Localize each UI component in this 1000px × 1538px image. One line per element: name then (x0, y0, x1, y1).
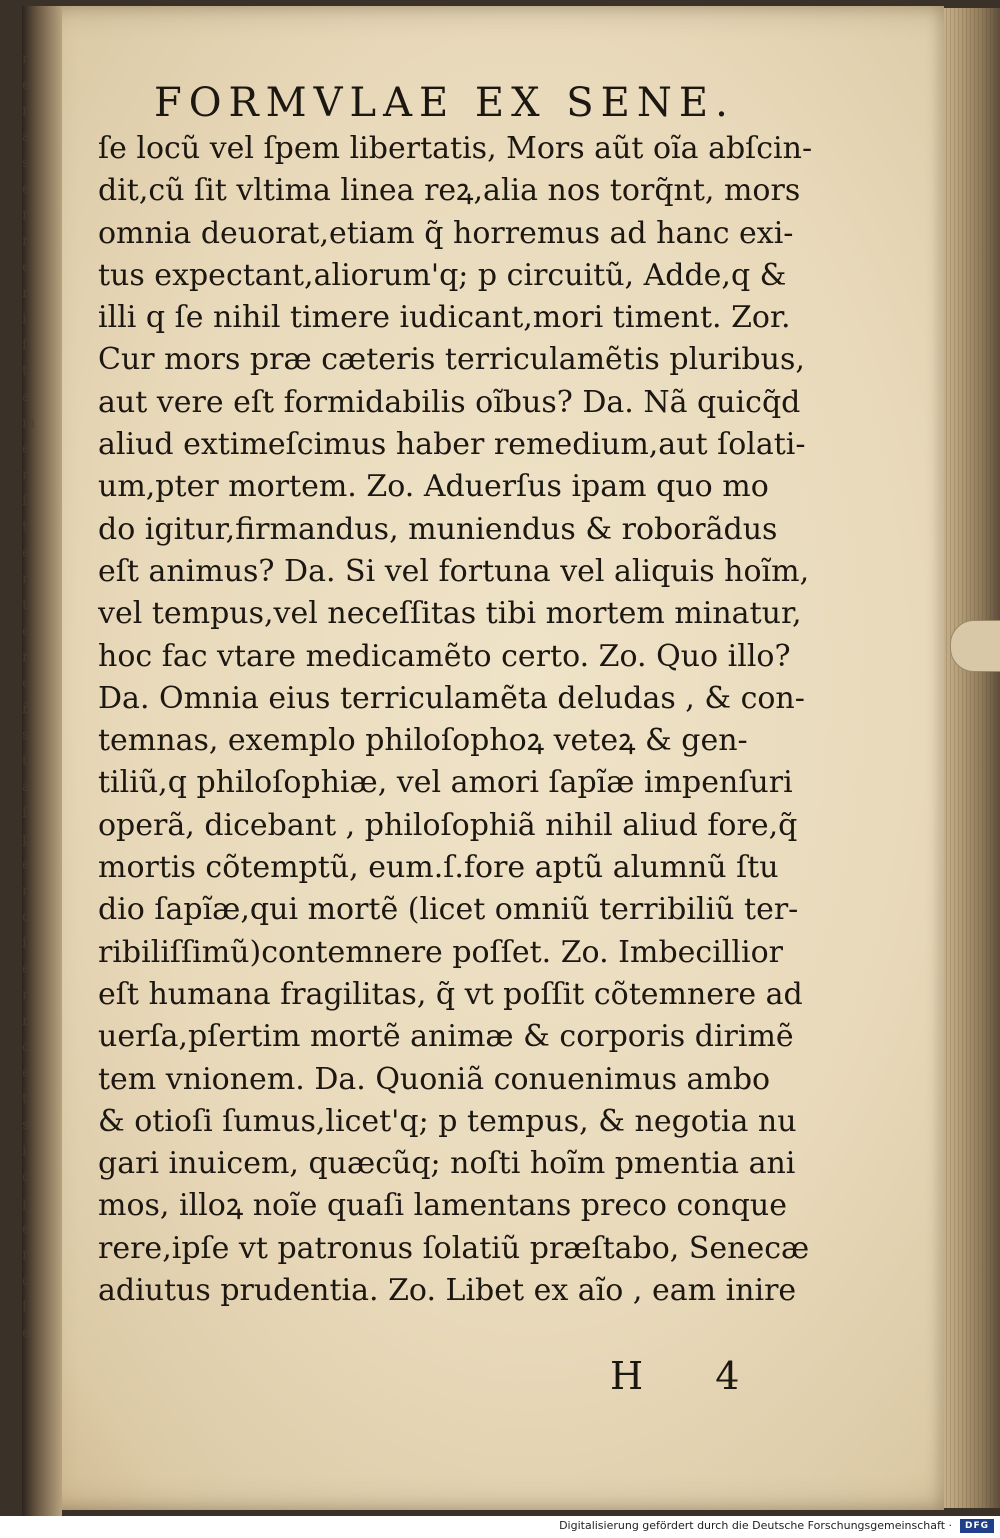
edge-fragment: s (22, 155, 30, 171)
edge-fragment: t (22, 1091, 28, 1107)
signature-mark: H 4 (610, 1354, 770, 1398)
edge-fragment: e (22, 1221, 31, 1237)
book-clasp (950, 620, 1000, 672)
edge-fragment: s (22, 1117, 30, 1133)
edge-fragment: c (22, 1039, 30, 1055)
edge-fragment: r (22, 1247, 29, 1263)
edge-fragment: i (22, 1143, 27, 1159)
text-line: Da. Omnia eius terriculamẽta deludas , & con- (98, 680, 805, 716)
edge-fragment: t (22, 597, 28, 613)
edge-fragment: e (22, 181, 31, 197)
edge-fragment: e (22, 545, 31, 561)
edge-fragment: ſ (22, 1299, 28, 1315)
text-line: Cur mors præ cæteris terriculamẽtis pluribus, (98, 342, 805, 378)
edge-fragment: o (22, 909, 31, 925)
text-line: eſt humana fragilitas, q̃ vt poſſit cõtemnere ad (98, 976, 803, 1012)
book-fore-edge (938, 8, 1000, 1508)
edge-fragment: p (22, 1195, 31, 1211)
digitization-credit: Digitalisierung gefördert durch die Deutsche Forschungsgemeinschaft · (559, 1519, 952, 1532)
text-line: ribiliſſimũ)contemnere poſſet. Zo. Imbecillior (98, 934, 783, 970)
running-head: FORMVLAE EX SENE. (154, 80, 735, 126)
edge-fragment: r (22, 649, 29, 665)
edge-fragment: r (22, 233, 29, 249)
edge-fragment: e (22, 77, 31, 93)
edge-fragment: ſ (22, 337, 28, 353)
dfg-logo: DFG (960, 1519, 994, 1533)
text-line: adiutus prudentia. Zo. Libet ex aĩo , eam inire (98, 1273, 797, 1309)
text-line: um,pter mortem. Zo. Aduerſus ipam quo mo (98, 469, 769, 505)
edge-fragment: n (22, 51, 32, 67)
text-line: gari inuicem, quæcũq; noſti hoĩm pmentia ani (98, 1146, 796, 1182)
edge-fragment: e (22, 1325, 31, 1341)
text-line: tus expectant,aliorum'q; p circuitũ, Adde,q & (98, 257, 787, 293)
edge-fragment: ſ (22, 493, 28, 509)
text-line: vel tempus,vel neceſſitas tibi mortem minatur, (98, 596, 802, 632)
text-line: aut vere eſt formidabilis oĩbus? Da. Nã quicq̃d (98, 384, 801, 420)
edge-fragment: e (22, 961, 31, 977)
edge-fragment: a (22, 129, 31, 145)
previous-page-edge-text (22, 46, 42, 1486)
text-line: mos, illoꝝ noĩe quaſi lamentans preco conque (98, 1188, 787, 1224)
text-line: tiliũ,q philoſophiæ, vel amori ſapĩæ impenſuri (98, 765, 793, 801)
text-line: eſt animus? Da. Si vel fortuna vel aliquis hoĩm, (98, 553, 810, 589)
edge-fragment: e (22, 441, 31, 457)
edge-fragment: t (22, 753, 28, 769)
edge-fragment: r (22, 987, 29, 1003)
text-line: uerſa,pſertim mortẽ animæ & corporis dirimẽ (98, 1019, 794, 1055)
body-text (98, 128, 898, 1312)
edge-fragment: m (22, 415, 36, 431)
book-page (22, 6, 944, 1510)
edge-fragment: r (22, 285, 29, 301)
text-line: operã, dicebant , philoſophiã nihil aliud fore,q̃ (98, 807, 798, 843)
edge-fragment: n (22, 1013, 32, 1029)
text-line: hoc fac vtare medicamẽto certo. Zo. Quo illo? (98, 638, 791, 674)
text-line: omnia deuorat,etiam q̃ horremus ad hanc exi- (98, 215, 794, 251)
edge-fragment: r (22, 207, 29, 223)
text-line: mortis cõtemptũ, eum.ſ.fore aptũ alumnũ ſtu (98, 850, 779, 886)
edge-fragment: e (22, 857, 31, 873)
edge-fragment: r (22, 571, 29, 587)
edge-fragment: t (22, 363, 28, 379)
edge-fragment: o (22, 1273, 31, 1289)
edge-fragment: a (22, 779, 31, 795)
text-line: aliud extimeſcimus haber remedium,aut ſolati- (98, 427, 806, 463)
edge-fragment: r (22, 883, 29, 899)
text-line: tem vnionem. Da. Quoniã conuenimus ambo (98, 1061, 771, 1097)
edge-fragment: s (22, 727, 30, 743)
edge-fragment: e (22, 1065, 31, 1081)
edge-fragment: e (22, 259, 31, 275)
text-line: dit,cũ ſit vltima linea reꝝ,alia nos torq̃nt, mors (98, 173, 801, 209)
edge-fragment: ſ (22, 935, 28, 951)
text-line: rere,ipſe vt patronus ſolatiũ præſtabo, Senecæ (98, 1230, 810, 1266)
edge-fragment: i (22, 311, 27, 327)
text-line: temnas, exemplo philoſophoꝝ veteꝝ & gen- (98, 723, 748, 759)
text-line: illi q ſe nihil timere iudicant,mori timent. Zor. (98, 300, 791, 336)
edge-fragment: a (22, 389, 31, 405)
edge-fragment: n (22, 467, 32, 483)
edge-fragment: p (22, 831, 31, 847)
edge-fragment: t (22, 519, 28, 535)
text-line: ſe locũ vel ſpem libertatis, Mors aũt oĩa abſcin- (98, 131, 813, 166)
edge-fragment: r (22, 103, 29, 119)
text-line: do igitur,firmandus, muniendus & roborãdus (98, 511, 778, 547)
edge-fragment: ñ (22, 701, 32, 717)
text-line: dio ſapĩæ,qui mortẽ (licet omniũ terribiliũ ter- (98, 892, 799, 928)
text-line: & otioſi ſumus,licet'q; p tempus, & negotia nu (98, 1103, 797, 1139)
edge-fragment: o (22, 1169, 31, 1185)
edge-fragment: e (22, 675, 31, 691)
edge-fragment: ſ (22, 805, 28, 821)
edge-fragment: e (22, 623, 31, 639)
